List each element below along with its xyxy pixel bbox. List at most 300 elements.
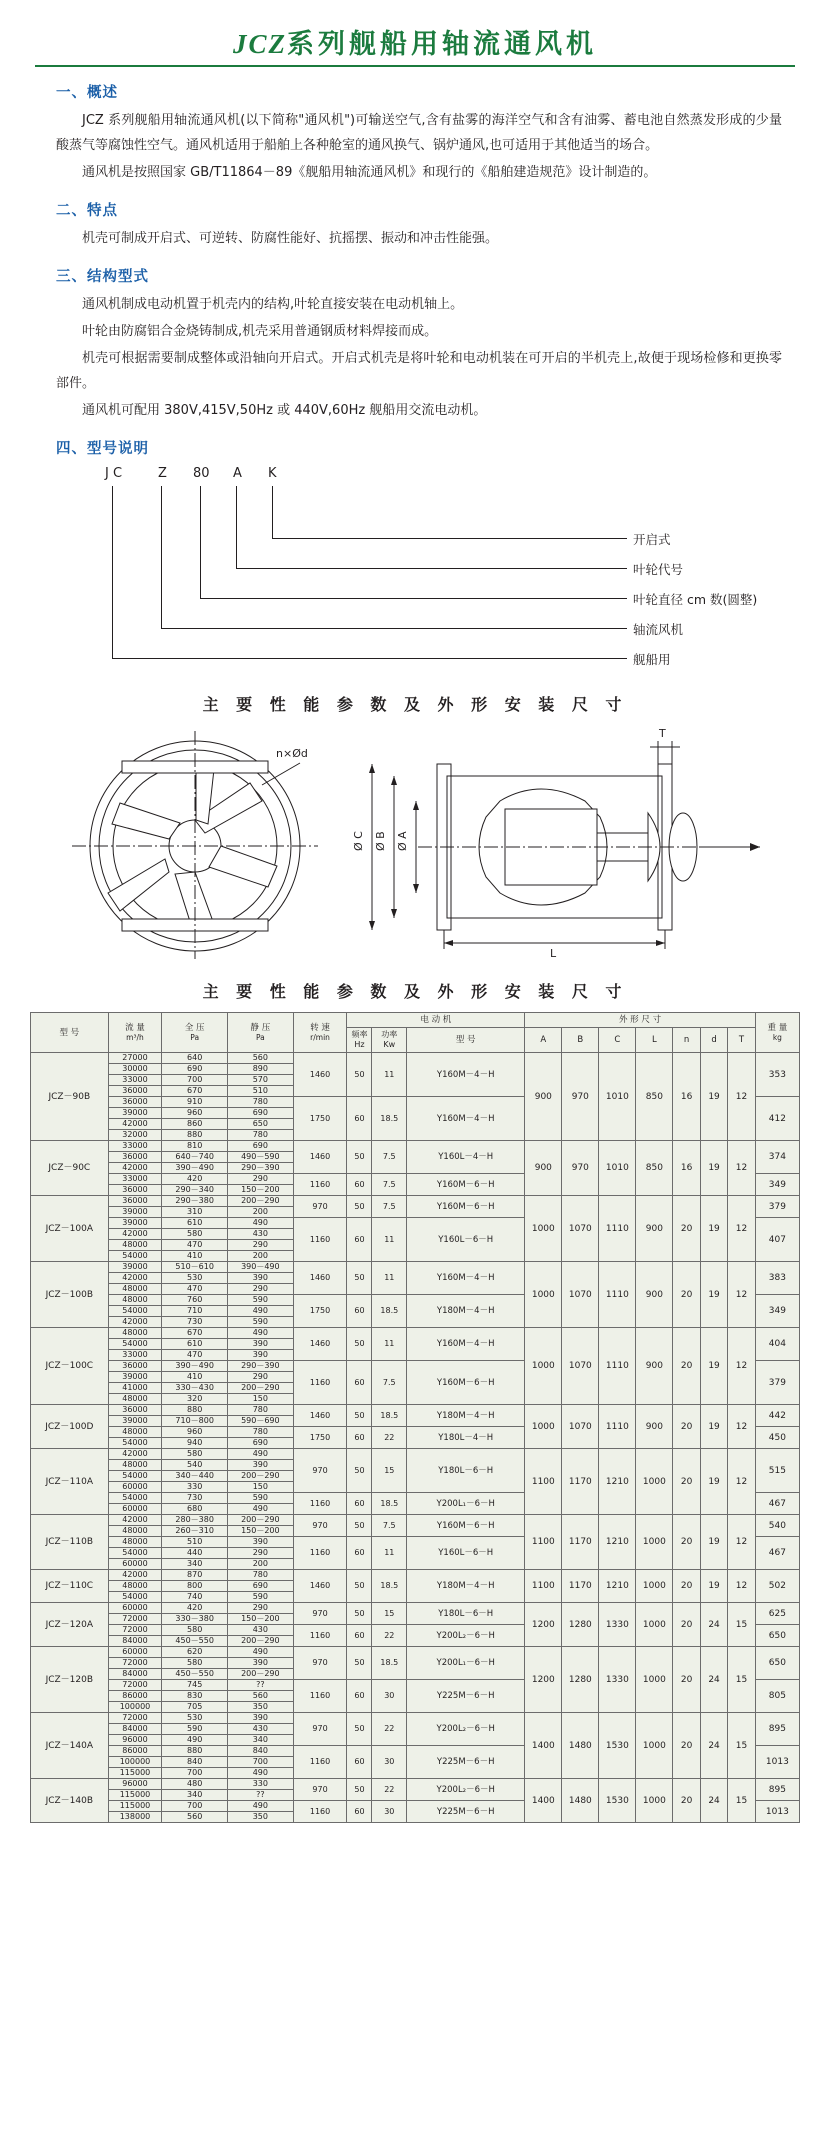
cell-motor-model: Y200L₂－6－H (407, 1713, 525, 1746)
cell-flow: 54000 (108, 1438, 162, 1449)
cell-motor-model: Y160M－4－H (407, 1097, 525, 1141)
cell-dim-n: 20 (673, 1405, 700, 1449)
cell-total-pressure: 670 (162, 1328, 228, 1339)
cell-dim-a: 1000 (525, 1405, 562, 1449)
cell-speed: 1160 (293, 1625, 347, 1647)
cell-static-pressure: 590 (228, 1295, 294, 1306)
spec-table-head (31, 1013, 800, 1053)
cell-weight: 895 (755, 1779, 799, 1801)
cell-power: 30 (372, 1746, 407, 1779)
cell-static-pressure: 780 (228, 1097, 294, 1108)
cell-dim-d: 19 (700, 1262, 727, 1328)
cell-dim-b: 1070 (562, 1262, 599, 1328)
th-dims-group: 外 形 尺 寸 (525, 1013, 755, 1028)
th-motor-group: 电 动 机 (347, 1013, 525, 1028)
cell-total-pressure: 320 (162, 1394, 228, 1405)
cell-total-pressure: 830 (162, 1691, 228, 1702)
cell-model: JCZ－120A (31, 1603, 109, 1647)
spec-table-wrap (0, 1008, 830, 1841)
cell-static-pressure: 290 (228, 1240, 294, 1251)
cell-dim-c: 1530 (599, 1779, 636, 1823)
cell-flow: 36000 (108, 1405, 162, 1416)
cell-static-pressure: 350 (228, 1702, 294, 1713)
cell-dim-d: 24 (700, 1647, 727, 1713)
cell-total-pressure: 870 (162, 1570, 228, 1581)
cell-total-pressure: 760 (162, 1295, 228, 1306)
label-t: T (659, 727, 666, 740)
cell-flow: 33000 (108, 1075, 162, 1086)
cell-flow: 36000 (108, 1086, 162, 1097)
cell-total-pressure: 340 (162, 1559, 228, 1570)
model-letter-z: Z (158, 466, 167, 481)
cell-total-pressure: 880 (162, 1405, 228, 1416)
cell-frequency: 60 (347, 1361, 372, 1405)
cell-total-pressure: 480 (162, 1779, 228, 1790)
cell-flow: 42000 (108, 1449, 162, 1460)
cell-flow: 48000 (108, 1295, 162, 1306)
cell-dim-d: 19 (700, 1053, 727, 1141)
cell-dim-b: 1480 (562, 1713, 599, 1779)
cell-flow: 30000 (108, 1064, 162, 1075)
leader-line-z (161, 486, 162, 628)
cell-weight: 805 (755, 1680, 799, 1713)
cell-power: 7.5 (372, 1515, 407, 1537)
cell-power: 7.5 (372, 1174, 407, 1196)
cell-dim-l: 900 (636, 1196, 673, 1262)
cell-speed: 1160 (293, 1537, 347, 1570)
th-dim-t: T (728, 1028, 755, 1053)
cell-motor-model: Y225M－6－H (407, 1801, 525, 1823)
cell-frequency: 60 (347, 1174, 372, 1196)
title-divider (35, 65, 795, 67)
cell-static-pressure: 150－200 (228, 1526, 294, 1537)
cell-total-pressure: 730 (162, 1317, 228, 1328)
cell-static-pressure: 200－290 (228, 1196, 294, 1207)
cell-static-pressure: 390 (228, 1350, 294, 1361)
table-row (31, 1647, 800, 1658)
cell-speed: 1750 (293, 1097, 347, 1141)
cell-flow: 54000 (108, 1471, 162, 1482)
cell-flow: 36000 (108, 1361, 162, 1372)
cell-static-pressure: 590－690 (228, 1416, 294, 1427)
cell-power: 18.5 (372, 1097, 407, 1141)
cell-speed: 1160 (293, 1680, 347, 1713)
cell-flow: 138000 (108, 1812, 162, 1823)
cell-flow: 32000 (108, 1130, 162, 1141)
cell-static-pressure: 490 (228, 1218, 294, 1229)
cell-frequency: 60 (347, 1097, 372, 1141)
cell-motor-model: Y200L₁－6－H (407, 1493, 525, 1515)
cell-static-pressure: 490 (228, 1801, 294, 1812)
cell-static-pressure: 650 (228, 1119, 294, 1130)
cell-total-pressure: 490 (162, 1735, 228, 1746)
cell-dim-d: 19 (700, 1141, 727, 1196)
cell-frequency: 50 (347, 1141, 372, 1174)
cell-dim-b: 970 (562, 1053, 599, 1141)
cell-speed: 1750 (293, 1427, 347, 1449)
cell-speed: 970 (293, 1196, 347, 1218)
cell-dim-a: 1200 (525, 1603, 562, 1647)
cell-dim-d: 19 (700, 1570, 727, 1603)
cell-static-pressure: ?? (228, 1790, 294, 1801)
cell-flow: 54000 (108, 1339, 162, 1350)
cell-speed: 1460 (293, 1570, 347, 1603)
leader-line-a (236, 486, 237, 568)
cell-flow: 36000 (108, 1097, 162, 1108)
cell-motor-model: Y160L－6－H (407, 1218, 525, 1262)
cell-static-pressure: 290－390 (228, 1361, 294, 1372)
cell-motor-model: Y225M－6－H (407, 1680, 525, 1713)
cell-dim-l: 850 (636, 1053, 673, 1141)
cell-flow: 100000 (108, 1702, 162, 1713)
cell-static-pressure: 200－290 (228, 1515, 294, 1526)
cell-speed: 1160 (293, 1361, 347, 1405)
cell-flow: 48000 (108, 1328, 162, 1339)
cell-total-pressure: 700 (162, 1801, 228, 1812)
cell-dim-l: 1000 (636, 1570, 673, 1603)
cell-static-pressure: 390－490 (228, 1262, 294, 1273)
cell-flow: 41000 (108, 1383, 162, 1394)
cell-power: 11 (372, 1218, 407, 1262)
cell-model: JCZ－100C (31, 1328, 109, 1405)
model-code-diagram (0, 464, 830, 674)
cell-weight: 650 (755, 1625, 799, 1647)
cell-frequency: 50 (347, 1262, 372, 1295)
cell-motor-model: Y180L－4－H (407, 1427, 525, 1449)
cell-dim-n: 16 (673, 1141, 700, 1196)
cell-flow: 84000 (108, 1636, 162, 1647)
cell-static-pressure: 560 (228, 1691, 294, 1702)
cell-dim-a: 1400 (525, 1779, 562, 1823)
cell-dim-t: 15 (728, 1779, 755, 1823)
cell-model: JCZ－90C (31, 1141, 109, 1196)
cell-static-pressure: 290 (228, 1284, 294, 1295)
model-label-impeller-diameter: 叶轮直径 cm 数(圆整) (633, 592, 758, 607)
cell-dim-l: 900 (636, 1405, 673, 1449)
cell-total-pressure: 880 (162, 1130, 228, 1141)
cell-total-pressure: 810 (162, 1141, 228, 1152)
cell-power: 7.5 (372, 1141, 407, 1174)
cell-speed: 1460 (293, 1141, 347, 1174)
cell-total-pressure: 510－610 (162, 1262, 228, 1273)
label-n-d: n×Ød (276, 747, 308, 760)
cell-flow: 96000 (108, 1779, 162, 1790)
table-row (31, 1405, 800, 1416)
cell-frequency: 60 (347, 1746, 372, 1779)
th-dim-d: d (700, 1028, 727, 1053)
cell-motor-model: Y160M－6－H (407, 1174, 525, 1196)
cell-dim-t: 12 (728, 1515, 755, 1570)
cell-flow: 36000 (108, 1196, 162, 1207)
cell-dim-l: 1000 (636, 1779, 673, 1823)
cell-flow: 48000 (108, 1394, 162, 1405)
cell-frequency: 50 (347, 1405, 372, 1427)
cell-power: 11 (372, 1537, 407, 1570)
cell-dim-b: 970 (562, 1141, 599, 1196)
cell-static-pressure: 150－200 (228, 1614, 294, 1625)
cell-total-pressure: 330 (162, 1482, 228, 1493)
cell-total-pressure: 960 (162, 1427, 228, 1438)
cell-total-pressure: 680 (162, 1504, 228, 1515)
cell-frequency: 50 (347, 1713, 372, 1746)
cell-power: 30 (372, 1680, 407, 1713)
cell-static-pressure: 290 (228, 1174, 294, 1185)
cell-dim-n: 16 (673, 1053, 700, 1141)
cell-dim-l: 1000 (636, 1647, 673, 1713)
cell-dim-n: 20 (673, 1449, 700, 1515)
cell-power: 15 (372, 1449, 407, 1493)
cell-weight: 650 (755, 1647, 799, 1680)
cell-flow: 39000 (108, 1207, 162, 1218)
cell-total-pressure: 710－800 (162, 1416, 228, 1427)
cell-weight: 625 (755, 1603, 799, 1625)
cell-total-pressure: 340 (162, 1790, 228, 1801)
cell-weight: 1013 (755, 1746, 799, 1779)
cell-speed: 1460 (293, 1053, 347, 1097)
cell-frequency: 60 (347, 1801, 372, 1823)
cell-dim-b: 1170 (562, 1449, 599, 1515)
content-body (0, 81, 830, 458)
th-dim-l: L (636, 1028, 673, 1053)
cell-flow: 48000 (108, 1284, 162, 1295)
cell-frequency: 50 (347, 1328, 372, 1361)
cell-static-pressure: 840 (228, 1746, 294, 1757)
cell-flow: 115000 (108, 1768, 162, 1779)
cell-static-pressure: 340 (228, 1735, 294, 1746)
cell-flow: 72000 (108, 1713, 162, 1724)
cell-static-pressure: 290 (228, 1548, 294, 1559)
cell-total-pressure: 330－430 (162, 1383, 228, 1394)
cell-static-pressure: 560 (228, 1053, 294, 1064)
label-diameter-a: Ø A (396, 831, 409, 851)
cell-total-pressure: 745 (162, 1680, 228, 1691)
cell-static-pressure: 490 (228, 1449, 294, 1460)
th-power: 功率 Kw (372, 1028, 407, 1053)
th-dim-b: B (562, 1028, 599, 1053)
cell-weight: 540 (755, 1515, 799, 1537)
th-model: 型 号 (31, 1013, 109, 1053)
cell-power: 18.5 (372, 1295, 407, 1328)
cell-dim-a: 1100 (525, 1570, 562, 1603)
table-row (31, 1141, 800, 1152)
cell-static-pressure: 150 (228, 1394, 294, 1405)
cell-speed: 1160 (293, 1174, 347, 1196)
cell-dim-c: 1110 (599, 1196, 636, 1262)
cell-weight: 895 (755, 1713, 799, 1746)
cell-dim-c: 1110 (599, 1328, 636, 1405)
cell-flow: 115000 (108, 1790, 162, 1801)
cell-motor-model: Y160M－6－H (407, 1515, 525, 1537)
cell-flow: 54000 (108, 1548, 162, 1559)
cell-motor-model: Y160M－6－H (407, 1196, 525, 1218)
cell-model: JCZ－120B (31, 1647, 109, 1713)
cell-motor-model: Y200L₁－6－H (407, 1647, 525, 1680)
title-prefix: JCZ (232, 29, 287, 59)
cell-dim-d: 19 (700, 1515, 727, 1570)
cell-dim-b: 1070 (562, 1196, 599, 1262)
cell-dim-c: 1010 (599, 1141, 636, 1196)
cell-power: 15 (372, 1603, 407, 1625)
cell-flow: 60000 (108, 1482, 162, 1493)
cell-static-pressure: 490 (228, 1768, 294, 1779)
cell-power: 7.5 (372, 1196, 407, 1218)
cell-flow: 54000 (108, 1306, 162, 1317)
cell-static-pressure: 200 (228, 1559, 294, 1570)
cell-total-pressure: 880 (162, 1746, 228, 1757)
cell-total-pressure: 640 (162, 1053, 228, 1064)
cell-static-pressure: 350 (228, 1812, 294, 1823)
cell-weight: 412 (755, 1097, 799, 1141)
cell-flow: 33000 (108, 1174, 162, 1185)
cell-static-pressure: 490－590 (228, 1152, 294, 1163)
cell-dim-d: 19 (700, 1449, 727, 1515)
cell-static-pressure: 780 (228, 1405, 294, 1416)
cell-total-pressure: 690 (162, 1064, 228, 1075)
cell-flow: 36000 (108, 1185, 162, 1196)
cell-frequency: 60 (347, 1295, 372, 1328)
cell-static-pressure: 780 (228, 1570, 294, 1581)
model-letter-a: A (233, 466, 242, 481)
cell-total-pressure: 705 (162, 1702, 228, 1713)
cell-dim-c: 1330 (599, 1603, 636, 1647)
cell-dim-a: 1000 (525, 1328, 562, 1405)
leader-h-80 (200, 598, 627, 599)
cell-motor-model: Y160M－6－H (407, 1361, 525, 1405)
cell-total-pressure: 330－380 (162, 1614, 228, 1625)
cell-power: 18.5 (372, 1570, 407, 1603)
cell-static-pressure: 200－290 (228, 1669, 294, 1680)
cell-flow: 60000 (108, 1603, 162, 1614)
cell-static-pressure: 150 (228, 1482, 294, 1493)
label-diameter-b: Ø B (374, 831, 387, 851)
structure-paragraph-2: 叶轮由防腐铝合金烧铸制成,机壳采用普通钢质材料焊接而成。 (82, 324, 438, 339)
features-paragraph-1: 机壳可制成开启式、可逆转、防腐性能好、抗摇摆、振动和冲击性能强。 (82, 231, 499, 246)
cell-power: 18.5 (372, 1493, 407, 1515)
cell-total-pressure: 420 (162, 1174, 228, 1185)
cell-total-pressure: 440 (162, 1548, 228, 1559)
cell-total-pressure: 420 (162, 1603, 228, 1614)
cell-model: JCZ－140A (31, 1713, 109, 1779)
cell-speed: 1460 (293, 1328, 347, 1361)
cell-speed: 970 (293, 1647, 347, 1680)
table-row (31, 1053, 800, 1064)
cell-static-pressure: 200 (228, 1207, 294, 1218)
cell-flow: 48000 (108, 1427, 162, 1438)
cell-motor-model: Y200L₂－6－H (407, 1779, 525, 1801)
cell-dim-t: 12 (728, 1262, 755, 1328)
cell-total-pressure: 410 (162, 1372, 228, 1383)
cell-static-pressure: 490 (228, 1328, 294, 1339)
cell-flow: 84000 (108, 1669, 162, 1680)
cell-dim-n: 20 (673, 1647, 700, 1713)
spec-table-body (31, 1053, 800, 1823)
cell-power: 22 (372, 1625, 407, 1647)
cell-total-pressure: 310 (162, 1207, 228, 1218)
cell-frequency: 50 (347, 1449, 372, 1493)
cell-total-pressure: 670 (162, 1086, 228, 1097)
cell-dim-a: 900 (525, 1141, 562, 1196)
model-label-axial-fan: 轴流风机 (633, 622, 684, 637)
cell-power: 18.5 (372, 1405, 407, 1427)
cell-weight: 374 (755, 1141, 799, 1174)
label-length-l: L (550, 947, 557, 960)
cell-static-pressure: 330 (228, 1779, 294, 1790)
cell-speed: 1460 (293, 1262, 347, 1295)
cell-speed: 1460 (293, 1405, 347, 1427)
cell-flow: 27000 (108, 1053, 162, 1064)
cell-weight: 515 (755, 1449, 799, 1493)
structure-paragraph-1: 通风机制成电动机置于机壳内的结构,叶轮直接安装在电动机轴上。 (82, 297, 464, 312)
cell-frequency: 50 (347, 1570, 372, 1603)
cell-power: 22 (372, 1713, 407, 1746)
cell-dim-c: 1210 (599, 1515, 636, 1570)
cell-dim-t: 12 (728, 1570, 755, 1603)
cell-dim-c: 1110 (599, 1262, 636, 1328)
cell-total-pressure: 620 (162, 1647, 228, 1658)
cell-dim-l: 1000 (636, 1603, 673, 1647)
cell-static-pressure: 200－290 (228, 1471, 294, 1482)
cell-speed: 1160 (293, 1801, 347, 1823)
cell-dim-n: 20 (673, 1779, 700, 1823)
cell-static-pressure: 690 (228, 1581, 294, 1592)
cell-power: 30 (372, 1801, 407, 1823)
cell-total-pressure: 450－550 (162, 1636, 228, 1647)
cell-static-pressure: 390 (228, 1713, 294, 1724)
cell-static-pressure: 390 (228, 1339, 294, 1350)
cell-flow: 39000 (108, 1372, 162, 1383)
cell-dim-a: 1400 (525, 1713, 562, 1779)
leader-h-k (272, 538, 627, 539)
cell-dim-a: 1000 (525, 1262, 562, 1328)
cell-weight: 450 (755, 1427, 799, 1449)
cell-static-pressure: ?? (228, 1680, 294, 1691)
cell-static-pressure: 590 (228, 1493, 294, 1504)
cell-dim-l: 850 (636, 1141, 673, 1196)
cell-power: 22 (372, 1427, 407, 1449)
cell-static-pressure: 430 (228, 1724, 294, 1735)
cell-static-pressure: 890 (228, 1064, 294, 1075)
cell-total-pressure: 410 (162, 1251, 228, 1262)
cell-flow: 72000 (108, 1614, 162, 1625)
cell-flow: 72000 (108, 1680, 162, 1691)
cell-total-pressure: 610 (162, 1218, 228, 1229)
cell-flow: 48000 (108, 1537, 162, 1548)
cell-static-pressure: 780 (228, 1130, 294, 1141)
cell-power: 22 (372, 1779, 407, 1801)
cell-dim-l: 1000 (636, 1449, 673, 1515)
cell-dim-d: 19 (700, 1328, 727, 1405)
cell-flow: 42000 (108, 1229, 162, 1240)
cell-total-pressure: 640－740 (162, 1152, 228, 1163)
cell-flow: 42000 (108, 1163, 162, 1174)
cell-weight: 379 (755, 1196, 799, 1218)
cell-frequency: 50 (347, 1053, 372, 1097)
cell-dim-n: 20 (673, 1603, 700, 1647)
cell-dim-d: 24 (700, 1779, 727, 1823)
leader-h-z (161, 628, 627, 629)
cell-power: 18.5 (372, 1647, 407, 1680)
table-row (31, 1779, 800, 1790)
cell-total-pressure: 840 (162, 1757, 228, 1768)
cell-speed: 1160 (293, 1746, 347, 1779)
cell-flow: 33000 (108, 1350, 162, 1361)
cell-total-pressure: 700 (162, 1768, 228, 1779)
assembly-drawing-svg (0, 721, 830, 961)
label-diameter-c: Ø C (352, 831, 365, 851)
cell-total-pressure: 390－490 (162, 1163, 228, 1174)
th-speed: 转 速 r/min (293, 1013, 347, 1053)
cell-dim-n: 20 (673, 1328, 700, 1405)
